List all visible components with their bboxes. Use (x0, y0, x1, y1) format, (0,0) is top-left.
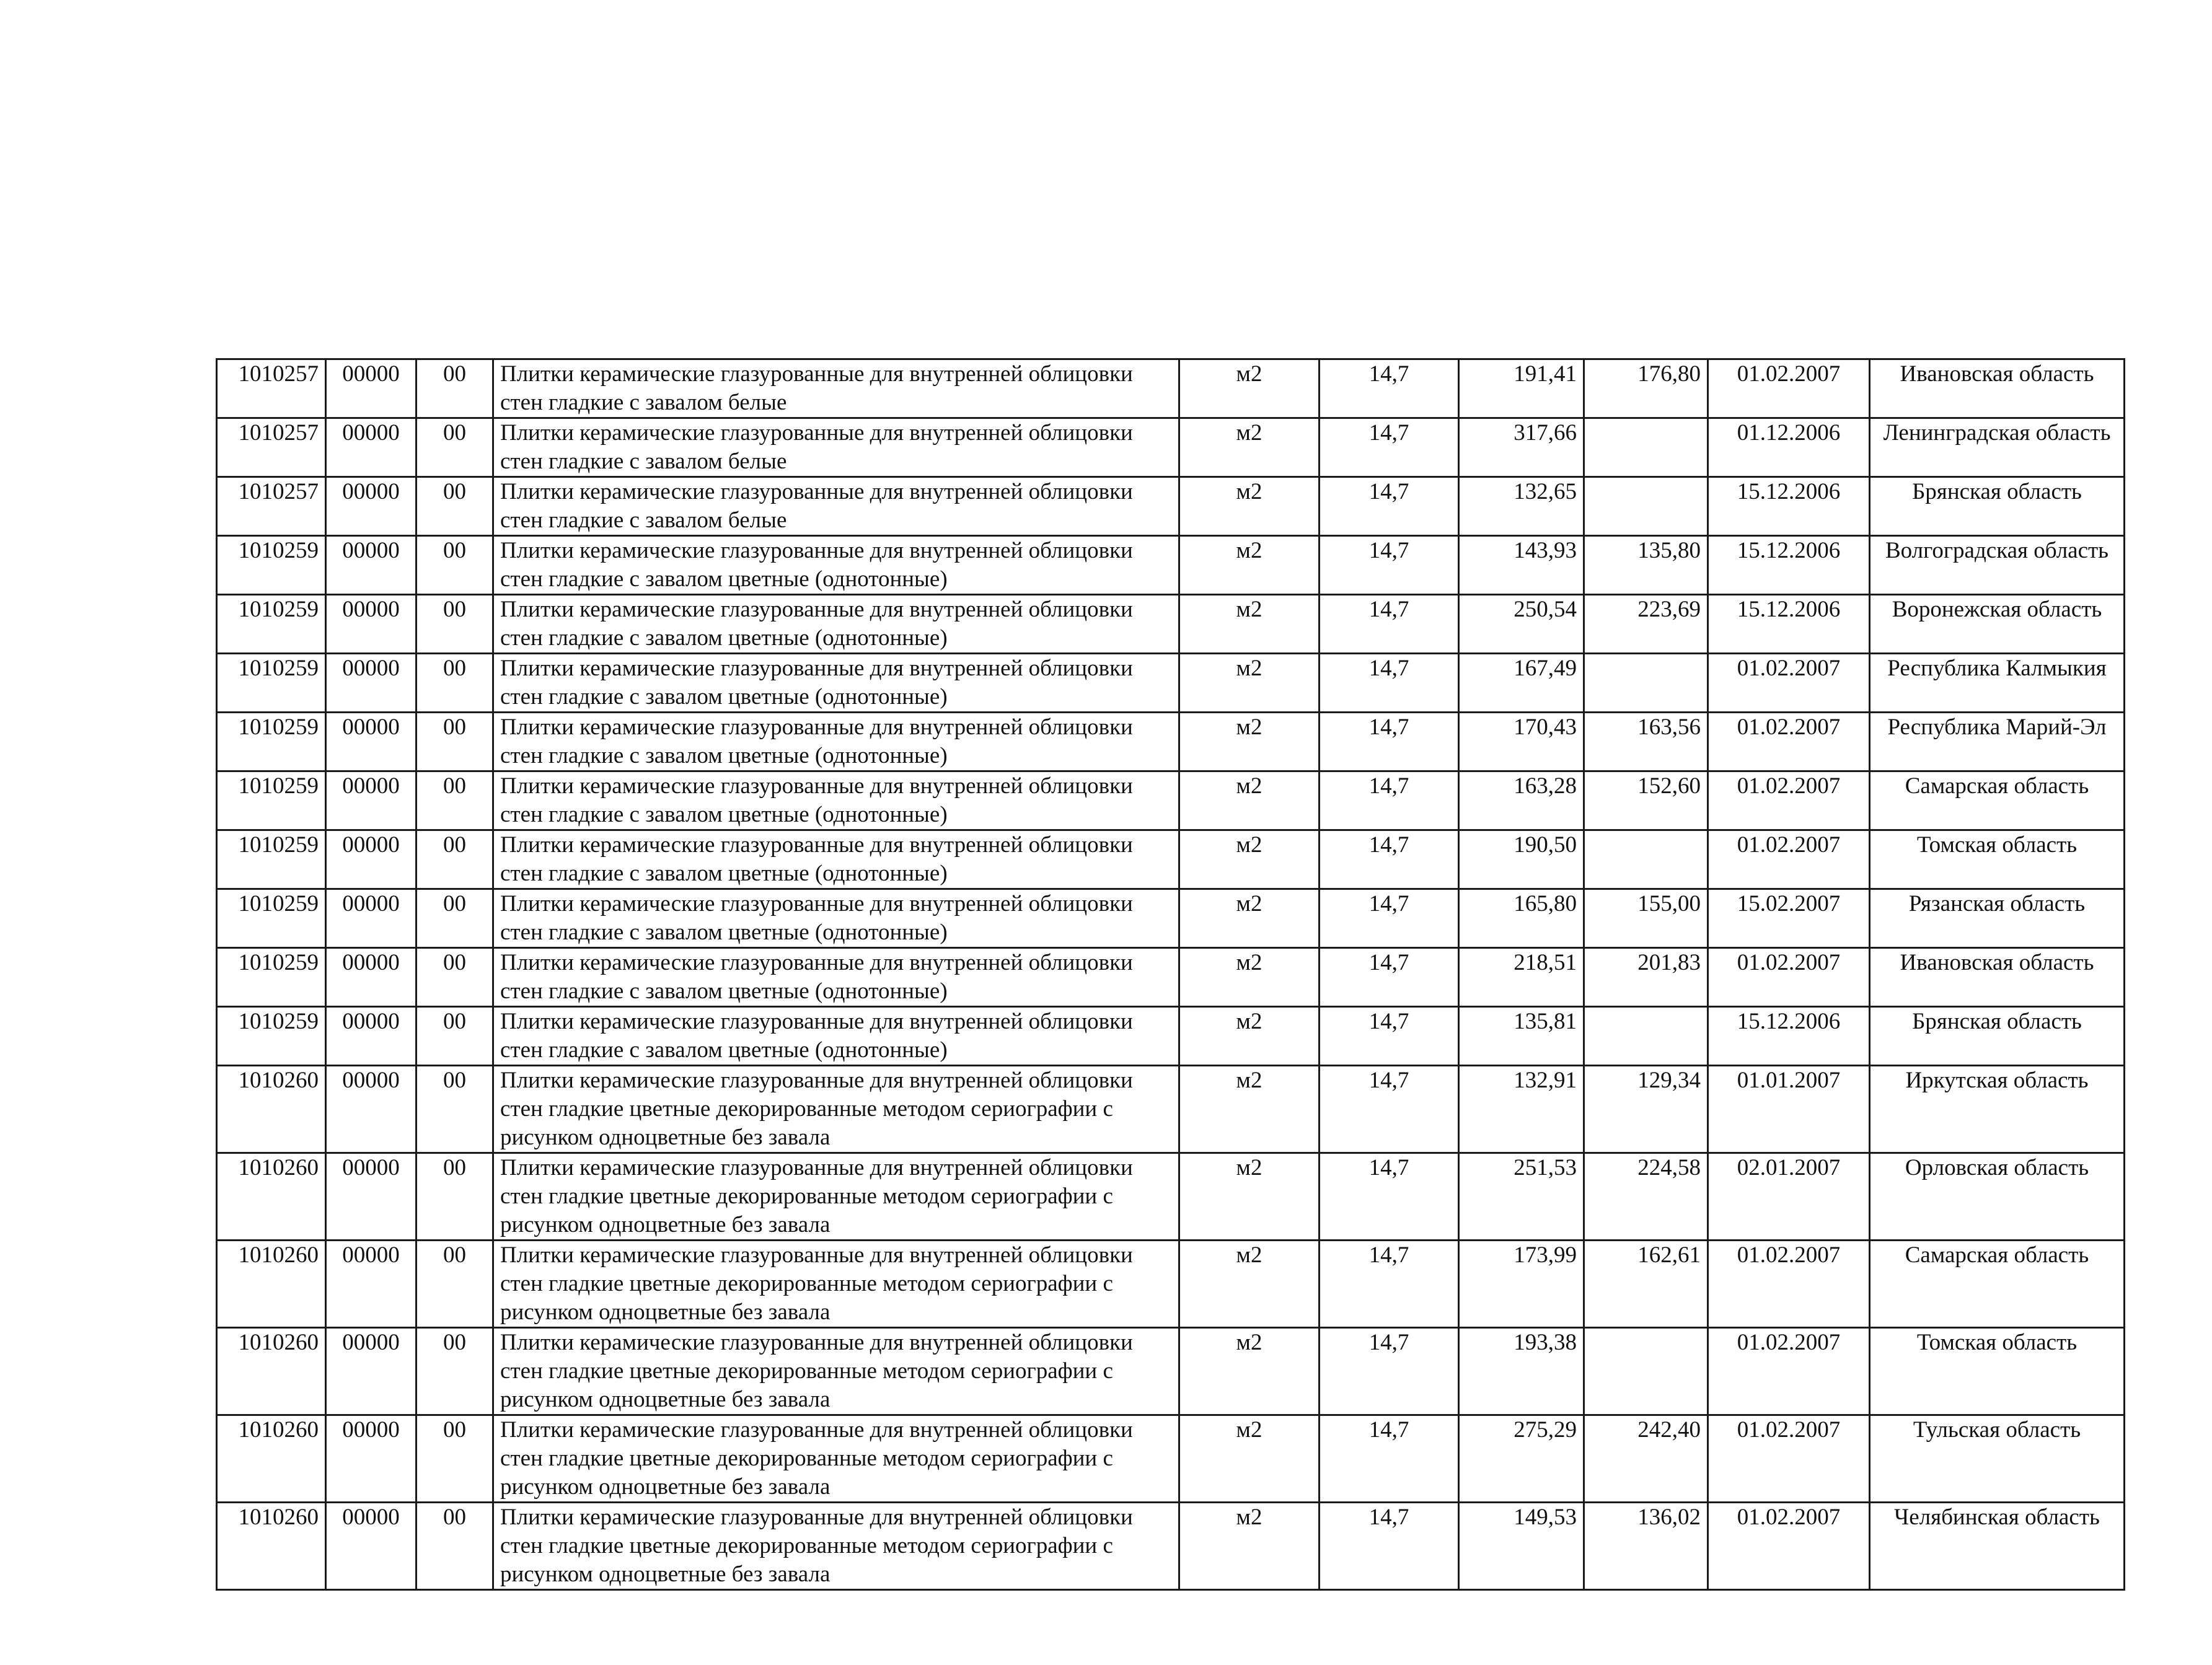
name-cell: Плитки керамические глазурованные для внутренней облицовки стен гладкие с завалом белые (493, 418, 1179, 477)
price-alt-cell: 162,61 (1584, 1241, 1708, 1328)
table-row (217, 713, 2125, 771)
table-row (217, 477, 2125, 536)
price-cell: 191,41 (1459, 359, 1584, 418)
coefficient-cell: 14,7 (1320, 595, 1459, 654)
resource-code-cell: 1010259 (217, 713, 326, 771)
table-row (217, 1241, 2125, 1328)
subcode-cell: 00000 (326, 654, 416, 713)
unit-cell: м2 (1179, 1503, 1320, 1590)
suffix-cell: 00 (416, 889, 493, 948)
subcode-cell: 00000 (326, 359, 416, 418)
price-alt-cell (1584, 1007, 1708, 1066)
suffix-cell: 00 (416, 830, 493, 889)
table-row (217, 536, 2125, 595)
price-alt-cell: 223,69 (1584, 595, 1708, 654)
date-cell: 01.02.2007 (1708, 1503, 1870, 1590)
region-cell: Брянская область (1870, 1007, 2125, 1066)
subcode-cell: 00000 (326, 948, 416, 1007)
date-cell: 15.12.2006 (1708, 595, 1870, 654)
subcode-cell: 00000 (326, 1328, 416, 1415)
name-cell: Плитки керамические глазурованные для внутренней облицовки стен гладкие цветные декорированные методом сериографии с рисунком одноцветные без завала (493, 1241, 1179, 1328)
price-cell: 143,93 (1459, 536, 1584, 595)
coefficient-cell: 14,7 (1320, 359, 1459, 418)
suffix-cell: 00 (416, 536, 493, 595)
coefficient-cell: 14,7 (1320, 713, 1459, 771)
coefficient-cell: 14,7 (1320, 536, 1459, 595)
coefficient-cell: 14,7 (1320, 1241, 1459, 1328)
region-cell: Волгоградская область (1870, 536, 2125, 595)
price-alt-cell: 152,60 (1584, 771, 1708, 830)
date-cell: 15.12.2006 (1708, 1007, 1870, 1066)
date-cell: 15.12.2006 (1708, 536, 1870, 595)
resource-code-cell: 1010259 (217, 595, 326, 654)
suffix-cell: 00 (416, 1503, 493, 1590)
unit-cell: м2 (1179, 1328, 1320, 1415)
suffix-cell: 00 (416, 359, 493, 418)
table-row (217, 771, 2125, 830)
subcode-cell: 00000 (326, 1415, 416, 1503)
date-cell: 01.02.2007 (1708, 948, 1870, 1007)
name-cell: Плитки керамические глазурованные для внутренней облицовки стен гладкие с завалом цветные (однотонные) (493, 595, 1179, 654)
table-row (217, 595, 2125, 654)
table-row (217, 654, 2125, 713)
price-alt-cell: 176,80 (1584, 359, 1708, 418)
region-cell: Челябинская область (1870, 1503, 2125, 1590)
table-row (217, 1328, 2125, 1415)
coefficient-cell: 14,7 (1320, 1066, 1459, 1153)
date-cell: 01.02.2007 (1708, 359, 1870, 418)
date-cell: 01.12.2006 (1708, 418, 1870, 477)
name-cell: Плитки керамические глазурованные для внутренней облицовки стен гладкие с завалом цветные (однотонные) (493, 948, 1179, 1007)
coefficient-cell: 14,7 (1320, 1328, 1459, 1415)
unit-cell: м2 (1179, 595, 1320, 654)
resource-code-cell: 1010259 (217, 771, 326, 830)
table-row (217, 359, 2125, 418)
name-cell: Плитки керамические глазурованные для внутренней облицовки стен гладкие цветные декорированные методом сериографии с рисунком одноцветные без завала (493, 1153, 1179, 1241)
coefficient-cell: 14,7 (1320, 1153, 1459, 1241)
unit-cell: м2 (1179, 713, 1320, 771)
price-cell: 250,54 (1459, 595, 1584, 654)
region-cell: Томская область (1870, 1328, 2125, 1415)
suffix-cell: 00 (416, 771, 493, 830)
price-cell: 317,66 (1459, 418, 1584, 477)
resource-code-cell: 1010260 (217, 1066, 326, 1153)
date-cell: 01.02.2007 (1708, 1328, 1870, 1415)
region-cell: Ивановская область (1870, 948, 2125, 1007)
coefficient-cell: 14,7 (1320, 771, 1459, 830)
price-alt-cell: 129,34 (1584, 1066, 1708, 1153)
region-cell: Самарская область (1870, 1241, 2125, 1328)
suffix-cell: 00 (416, 654, 493, 713)
unit-cell: м2 (1179, 1415, 1320, 1503)
coefficient-cell: 14,7 (1320, 1503, 1459, 1590)
suffix-cell: 00 (416, 948, 493, 1007)
subcode-cell: 00000 (326, 713, 416, 771)
price-cell: 149,53 (1459, 1503, 1584, 1590)
date-cell: 01.02.2007 (1708, 1415, 1870, 1503)
name-cell: Плитки керамические глазурованные для внутренней облицовки стен гладкие цветные декорированные методом сериографии с рисунком одноцветные без завала (493, 1415, 1179, 1503)
region-cell: Орловская область (1870, 1153, 2125, 1241)
resource-code-cell: 1010259 (217, 889, 326, 948)
subcode-cell: 00000 (326, 771, 416, 830)
region-cell: Иркутская область (1870, 1066, 2125, 1153)
price-cell: 132,91 (1459, 1066, 1584, 1153)
coefficient-cell: 14,7 (1320, 477, 1459, 536)
subcode-cell: 00000 (326, 536, 416, 595)
name-cell: Плитки керамические глазурованные для внутренней облицовки стен гладкие с завалом цветные (однотонные) (493, 889, 1179, 948)
unit-cell: м2 (1179, 359, 1320, 418)
price-alt-cell: 224,58 (1584, 1153, 1708, 1241)
subcode-cell: 00000 (326, 830, 416, 889)
table-row (217, 830, 2125, 889)
price-alt-cell: 242,40 (1584, 1415, 1708, 1503)
date-cell: 01.02.2007 (1708, 771, 1870, 830)
price-cell: 165,80 (1459, 889, 1584, 948)
resource-code-cell: 1010259 (217, 654, 326, 713)
date-cell: 01.02.2007 (1708, 654, 1870, 713)
name-cell: Плитки керамические глазурованные для внутренней облицовки стен гладкие с завалом белые (493, 477, 1179, 536)
table-row (217, 1066, 2125, 1153)
resource-code-cell: 1010257 (217, 477, 326, 536)
subcode-cell: 00000 (326, 418, 416, 477)
coefficient-cell: 14,7 (1320, 1415, 1459, 1503)
coefficient-cell: 14,7 (1320, 654, 1459, 713)
unit-cell: м2 (1179, 654, 1320, 713)
region-cell: Томская область (1870, 830, 2125, 889)
suffix-cell: 00 (416, 595, 493, 654)
price-cell: 135,81 (1459, 1007, 1584, 1066)
resource-code-cell: 1010259 (217, 948, 326, 1007)
unit-cell: м2 (1179, 948, 1320, 1007)
subcode-cell: 00000 (326, 889, 416, 948)
name-cell: Плитки керамические глазурованные для внутренней облицовки стен гладкие с завалом цветные (однотонные) (493, 713, 1179, 771)
unit-cell: м2 (1179, 418, 1320, 477)
price-alt-cell: 155,00 (1584, 889, 1708, 948)
name-cell: Плитки керамические глазурованные для внутренней облицовки стен гладкие с завалом белые (493, 359, 1179, 418)
suffix-cell: 00 (416, 1153, 493, 1241)
subcode-cell: 00000 (326, 1066, 416, 1153)
price-alt-cell (1584, 477, 1708, 536)
unit-cell: м2 (1179, 771, 1320, 830)
price-alt-cell: 163,56 (1584, 713, 1708, 771)
date-cell: 15.12.2006 (1708, 477, 1870, 536)
suffix-cell: 00 (416, 418, 493, 477)
date-cell: 01.02.2007 (1708, 713, 1870, 771)
name-cell: Плитки керамические глазурованные для внутренней облицовки стен гладкие цветные декорированные методом сериографии с рисунком одноцветные без завала (493, 1066, 1179, 1153)
unit-cell: м2 (1179, 830, 1320, 889)
resource-code-cell: 1010260 (217, 1503, 326, 1590)
subcode-cell: 00000 (326, 1153, 416, 1241)
name-cell: Плитки керамические глазурованные для внутренней облицовки стен гладкие с завалом цветные (однотонные) (493, 654, 1179, 713)
coefficient-cell: 14,7 (1320, 889, 1459, 948)
unit-cell: м2 (1179, 889, 1320, 948)
name-cell: Плитки керамические глазурованные для внутренней облицовки стен гладкие цветные декорированные методом сериографии с рисунком одноцветные без завала (493, 1328, 1179, 1415)
region-cell: Ленинградская область (1870, 418, 2125, 477)
price-cell: 218,51 (1459, 948, 1584, 1007)
coefficient-cell: 14,7 (1320, 830, 1459, 889)
price-alt-cell: 136,02 (1584, 1503, 1708, 1590)
name-cell: Плитки керамические глазурованные для внутренней облицовки стен гладкие с завалом цветные (однотонные) (493, 1007, 1179, 1066)
table-row (217, 1153, 2125, 1241)
date-cell: 01.02.2007 (1708, 1241, 1870, 1328)
resource-code-cell: 1010260 (217, 1153, 326, 1241)
unit-cell: м2 (1179, 536, 1320, 595)
suffix-cell: 00 (416, 1066, 493, 1153)
price-cell: 251,53 (1459, 1153, 1584, 1241)
suffix-cell: 00 (416, 713, 493, 771)
region-cell: Ивановская область (1870, 359, 2125, 418)
price-cell: 190,50 (1459, 830, 1584, 889)
suffix-cell: 00 (416, 1415, 493, 1503)
unit-cell: м2 (1179, 1066, 1320, 1153)
suffix-cell: 00 (416, 477, 493, 536)
subcode-cell: 00000 (326, 1007, 416, 1066)
price-alt-cell (1584, 830, 1708, 889)
price-alt-cell: 135,80 (1584, 536, 1708, 595)
price-cell: 167,49 (1459, 654, 1584, 713)
name-cell: Плитки керамические глазурованные для внутренней облицовки стен гладкие с завалом цветные (однотонные) (493, 771, 1179, 830)
region-cell: Воронежская область (1870, 595, 2125, 654)
coefficient-cell: 14,7 (1320, 1007, 1459, 1066)
resource-code-cell: 1010260 (217, 1415, 326, 1503)
price-alt-cell (1584, 1328, 1708, 1415)
resource-code-cell: 1010259 (217, 536, 326, 595)
date-cell: 01.02.2007 (1708, 830, 1870, 889)
subcode-cell: 00000 (326, 595, 416, 654)
region-cell: Тульская область (1870, 1415, 2125, 1503)
coefficient-cell: 14,7 (1320, 418, 1459, 477)
suffix-cell: 00 (416, 1241, 493, 1328)
name-cell: Плитки керамические глазурованные для внутренней облицовки стен гладкие с завалом цветные (однотонные) (493, 830, 1179, 889)
unit-cell: м2 (1179, 1241, 1320, 1328)
price-cell: 132,65 (1459, 477, 1584, 536)
price-alt-cell: 201,83 (1584, 948, 1708, 1007)
region-cell: Самарская область (1870, 771, 2125, 830)
resource-code-cell: 1010260 (217, 1328, 326, 1415)
resource-code-cell: 1010259 (217, 1007, 326, 1066)
table-row (217, 889, 2125, 948)
region-cell: Республика Калмыкия (1870, 654, 2125, 713)
suffix-cell: 00 (416, 1007, 493, 1066)
coefficient-cell: 14,7 (1320, 948, 1459, 1007)
table-row (217, 1503, 2125, 1590)
price-cell: 170,43 (1459, 713, 1584, 771)
unit-cell: м2 (1179, 1007, 1320, 1066)
name-cell: Плитки керамические глазурованные для внутренней облицовки стен гладкие с завалом цветные (однотонные) (493, 536, 1179, 595)
price-table (216, 358, 2125, 1591)
date-cell: 15.02.2007 (1708, 889, 1870, 948)
region-cell: Рязанская область (1870, 889, 2125, 948)
table-row (217, 1007, 2125, 1066)
date-cell: 02.01.2007 (1708, 1153, 1870, 1241)
region-cell: Республика Марий-Эл (1870, 713, 2125, 771)
resource-code-cell: 1010257 (217, 418, 326, 477)
price-cell: 173,99 (1459, 1241, 1584, 1328)
table-body (217, 359, 2125, 1590)
resource-code-cell: 1010259 (217, 830, 326, 889)
unit-cell: м2 (1179, 477, 1320, 536)
resource-code-cell: 1010257 (217, 359, 326, 418)
table-row (217, 948, 2125, 1007)
price-cell: 163,28 (1459, 771, 1584, 830)
name-cell: Плитки керамические глазурованные для внутренней облицовки стен гладкие цветные декорированные методом сериографии с рисунком одноцветные без завала (493, 1503, 1179, 1590)
price-alt-cell (1584, 418, 1708, 477)
table-row (217, 418, 2125, 477)
resource-code-cell: 1010260 (217, 1241, 326, 1328)
price-cell: 275,29 (1459, 1415, 1584, 1503)
subcode-cell: 00000 (326, 477, 416, 536)
price-cell: 193,38 (1459, 1328, 1584, 1415)
table-row (217, 1415, 2125, 1503)
subcode-cell: 00000 (326, 1503, 416, 1590)
price-alt-cell (1584, 654, 1708, 713)
subcode-cell: 00000 (326, 1241, 416, 1328)
unit-cell: м2 (1179, 1153, 1320, 1241)
date-cell: 01.01.2007 (1708, 1066, 1870, 1153)
suffix-cell: 00 (416, 1328, 493, 1415)
region-cell: Брянская область (1870, 477, 2125, 536)
